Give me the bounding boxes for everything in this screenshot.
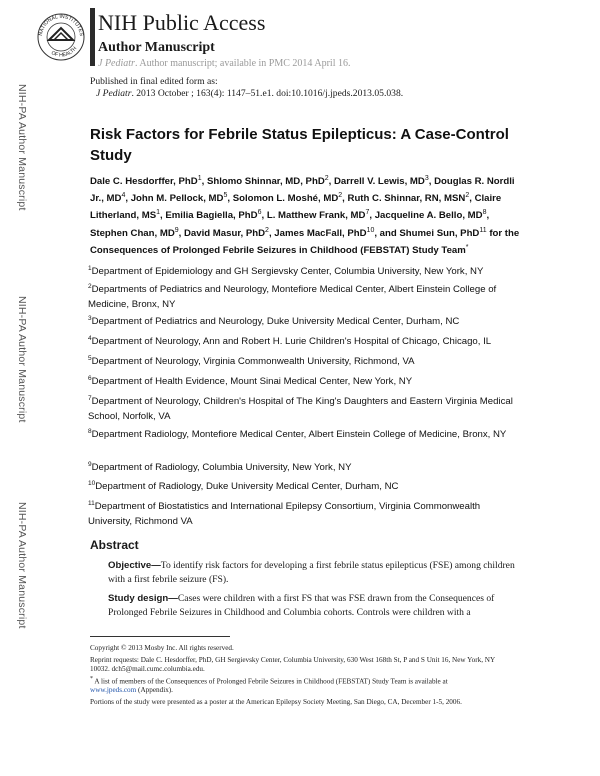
author-affiliation-mark: 1 [156, 209, 160, 217]
affiliation-item: $^{10}$Department of Radiology, Duke University Medical Center, Durham, NC [88, 480, 399, 493]
author-name: Jacqueline A. Bello, MD [374, 210, 483, 222]
logo-text-top: NATIONAL INSTITUTES [37, 13, 85, 37]
author-affiliation-mark: 2 [324, 175, 329, 182]
author-affiliation-mark: 4 [121, 192, 126, 200]
affiliation-item: $^7$Department of Neurology, Children's Hospital of The King's Daughters and Eastern Virginia Medical School, Norfolk, VA [88, 395, 513, 423]
header-divider [90, 8, 95, 66]
author-affiliation-mark: 1 [197, 175, 202, 182]
author-name: Solomon L. Moshé, MD [232, 193, 339, 205]
author-group: for the Consequences of Prolonged Febrile Seizures in Childhood (FEBSTAT) Study Team [90, 227, 520, 256]
author-affiliation-mark: 10 [366, 226, 375, 234]
author-name: Dale C. Hesdorffer, PhD [90, 176, 198, 188]
author-affiliation-mark: 8 [482, 209, 487, 217]
published-label: Published in final edited form as: [90, 76, 218, 87]
author-affiliation-mark: 7 [365, 209, 370, 217]
sidebar-label-1: NIH-PA Author Manuscript [16, 84, 28, 211]
affiliation-item: $^2$Departments of Pediatrics and Neurology, Montefiore Medical Center, Albert Einstein College of Medicine, Bronx, NY [88, 283, 497, 311]
author-affiliation-mark: 5 [223, 192, 228, 200]
affiliation-item: $^3$Department of Pediatrics and Neurology, Duke University Medical Center, Durham, NC [88, 315, 460, 328]
affiliation-item: $^1$Department of Epidemiology and GH Sergievsky Center, Columbia University, New York, NY [88, 265, 484, 278]
author-affiliation-mark: 11 [479, 226, 487, 234]
affiliation-item: $^{11}$Department of Biostatistics and International Epilepsy Consortium, Virginia Commonwealth University, Richmond VA [88, 500, 481, 528]
author-name: John M. Pellock, MD [130, 193, 224, 205]
sidebar-label-2: NIH-PA Author Manuscript [16, 296, 28, 423]
author-name: James MacFall, PhD [274, 227, 367, 239]
author-affiliation-mark: 2 [265, 226, 269, 234]
author-affiliation-mark: 2 [465, 192, 470, 200]
footnote-reprint: Reprint requests: Dale C. Hesdorffer, PhD, GH Sergievsky Center, Columbia University, 630 West 168th St, P and S Unit 16, New York, NY 10032. dch5@mail.cumc.columbia.edu. [90, 656, 495, 673]
author-affiliation-mark: 2 [338, 192, 343, 200]
article-title: Risk Factors for Febrile Status Epilepticus: A Case-Control Study [90, 126, 509, 164]
abstract-objective: Objective—To identify risk factors for developing a first febrile status epilepticus (FSE) among children with a first febrile seizure (FS). [108, 560, 515, 585]
nih-seal-icon [36, 6, 86, 68]
footnote-divider [90, 636, 230, 637]
affiliation-item: $^5$Department of Neurology, Virginia Commonwealth University, Richmond, VA [88, 355, 415, 368]
author-affiliation-mark: 6 [257, 209, 262, 217]
affiliation-item: $^4$Department of Neurology, Ann and Robert H. Lurie Children's Hospital of Chicago, Chicago, IL [88, 335, 492, 348]
affiliation-item: $^9$Department of Radiology, Columbia University, New York, NY [88, 461, 352, 474]
author-name: Claire Litherland, MS [90, 193, 502, 222]
author-list: Dale C. Hesdorffer, PhD$^1$, Shlomo Shinnar, MD, PhD$^2$, Darrell V. Lewis, $MD^3$, Douglas R. Nordli Jr., $MD^4$, John M. Pellock, $MD^5$, Solomon L. Moshé, $MD^2$, Ruth C. Shinnar, RN, MSN$^2$, Claire Litherland, $MS^1$, Emilia Bagiella, PhD$^6$, L. Matthew Frank, $MD^7$, Jacqueline A. Bello, $MD^8$, Stephen Chan, $MD^9$, David Masur, PhD$^2$, James MacFall, PhD$^{10}$, and Shumei Sun, PhD$^{11}$ for the Consequences of Prolonged Febrile Seizures in Childhood (FEBSTAT) Study Team* [90, 175, 520, 256]
author-manuscript-label: Author Manuscript [98, 40, 215, 55]
abstract-heading: Abstract [90, 538, 139, 552]
author-name: L. Matthew Frank, MD [266, 210, 366, 222]
author-affiliation-mark: 3 [424, 175, 429, 182]
svg-text:OF HEALTH [50, 46, 78, 59]
footnote-copyright: Copyright © 2013 Mosby Inc. All rights reserved. [90, 644, 234, 652]
author-name: Shlomo Shinnar, MD, PhD [206, 176, 325, 188]
author-name: Douglas R. Nordli Jr., MD [90, 176, 515, 205]
author-name: Shumei Sun, PhD [399, 227, 480, 239]
footnote-study-team: * A list of members of the Consequences of Prolonged Febrile Seizures in Childhood (FEBSTAT) Study Team is available at www.jpeds.com (Appendix). [90, 676, 448, 695]
nih-logo [36, 6, 86, 68]
author-name: Darrell V. Lewis, MD [334, 176, 425, 188]
author-name: Emilia Bagiella, PhD [165, 210, 258, 222]
author-affiliation-mark: 9 [174, 226, 179, 234]
author-name: Stephen Chan, MD [90, 227, 175, 239]
affiliation-item: $^6$Department of Health Evidence, Mount Sinai Medical Center, New York, NY [88, 375, 413, 388]
logo-text-bottom: OF HEALTH [50, 45, 79, 59]
public-access-title: NIH Public Access [98, 10, 266, 35]
jpeds-link[interactable]: www.jpeds.com [90, 686, 137, 695]
manuscript-availability: J Pediatr. Author manuscript; available in PMC 2014 April 16. [98, 58, 351, 69]
footnote-poster: Portions of the study were presented as a poster at the American Epilepsy Society Meeting, San Diego, CA, December 1-5, 2006. [90, 698, 462, 706]
citation: J Pediatr. 2013 October ; 163(4): 1147–51.e1. doi:10.1016/j.jpeds.2013.05.038. [96, 88, 404, 99]
affiliation-item: $^8$Department Radiology, Montefiore Medical Center, Albert Einstein College of Medicine, Bronx, NY [88, 428, 507, 441]
sidebar-label-3: NIH-PA Author Manuscript [16, 502, 28, 629]
abstract-study-design: Study design—Cases were children with a first FS that was FSE drawn from the Consequences of Prolonged Febrile Seizures in Childhood and Columbia cohorts. Controls were children with a [108, 593, 495, 618]
author-name: David Masur, PhD [184, 227, 266, 239]
author-name: Ruth C. Shinnar, RN, MSN [347, 193, 466, 205]
